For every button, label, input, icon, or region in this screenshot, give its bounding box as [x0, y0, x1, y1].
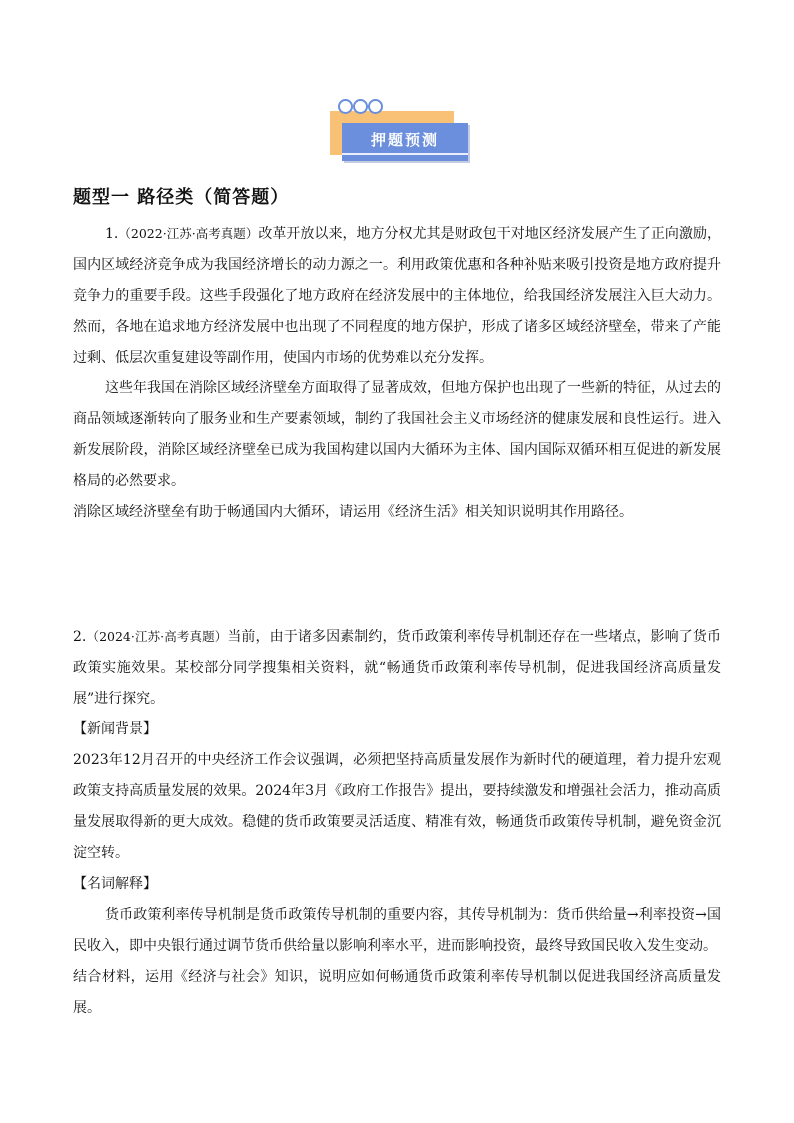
q1-number: 1.	[105, 226, 119, 242]
q1-paragraph-2: 这些年我国在消除区域经济壁垒方面取得了显著成效，但地方保护也出现了一些新的特征，从过去的商品领域逐渐转向了服务业和生产要素领域，制约了我国社会主义市场经济的健康发展和良性运行。进入新发展阶段，消除区域经济壁垒已成为我国构建以国内大循环为主体、国内国际双循环相互促进的新发展格局的必然要求。	[73, 380, 721, 489]
q2-source: （2024·江苏·高考真题）	[86, 629, 228, 644]
q2-paragraph-1	[73, 621, 721, 715]
banner-stripe	[342, 153, 468, 155]
q2-question: 结合材料，运用《经济与社会》知识，说明应如何畅通货币政策利率传导机制以促进我国经济高质量发展。	[73, 969, 721, 1016]
q2-term-text: 货币政策利率传导机制是货币政策传导机制的重要内容，其传导机制为：货币供给量→利率投资→国民收入，即中央银行通过调节货币供给量以影响利率水平，进而影响投资，最终导致国民收入发生变动。	[73, 907, 721, 954]
q2-term-label: 【名词解释】	[73, 876, 157, 892]
q1-text: 改革开放以来，地方分权尤其是财政包干对地区经济发展产生了正向激励，国内区域经济竞争成为我国经济增长的动力源之一。利用政策优惠和各种补贴来吸引投资是地方政府提升竞争力的重要手段。这些手段强化了地方政府在经济发展中的主体地位，给我国经济发展注入巨大动力。然而，各地在追求地方经济发展中也出现了不同程度的地方保护，形成了诸多区域经济壁垒，带来了产能过剩、低层次重复建设等副作用，使国内市场的优势难以充分发挥。	[73, 226, 721, 366]
banner-front-panel	[342, 123, 468, 161]
banner-title: 押题预测	[370, 131, 439, 149]
q1-paragraph-1	[73, 218, 721, 374]
q1-question: 消除区域经济壁垒有助于畅通国内大循环，请运用《经济生活》相关知识说明其作用路径。	[73, 504, 633, 520]
q2-number: 2.	[73, 629, 87, 645]
section-title: 题型一 路径类（简答题）	[73, 187, 290, 208]
section-banner	[328, 97, 470, 167]
q2-news-label: 【新闻背景】	[73, 721, 157, 737]
q2-text: 当前，由于诸多因素制约，货币政策利率传导机制还存在一些堵点，影响了货币政策实施效果。某校部分同学搜集相关资料，就“畅通货币政策利率传导机制，促进我国经济高质量发展”进行探究。	[73, 629, 721, 707]
q2-news-text: 2023年12月召开的中央经济工作会议强调，必须把坚持高质量发展作为新时代的硬道理，着力提升宏观政策支持高质量发展的效果。2024年3月《政府工作报告》提出，要持续激发和增强社会活力，推动高质量发展取得新的更大成效。稳健的货币政策要灵活适度、精准有效，畅通货币政策传导机制，避免资金沉淀空转。	[73, 752, 721, 861]
q1-source: （2022·江苏·高考真题）	[118, 226, 259, 241]
